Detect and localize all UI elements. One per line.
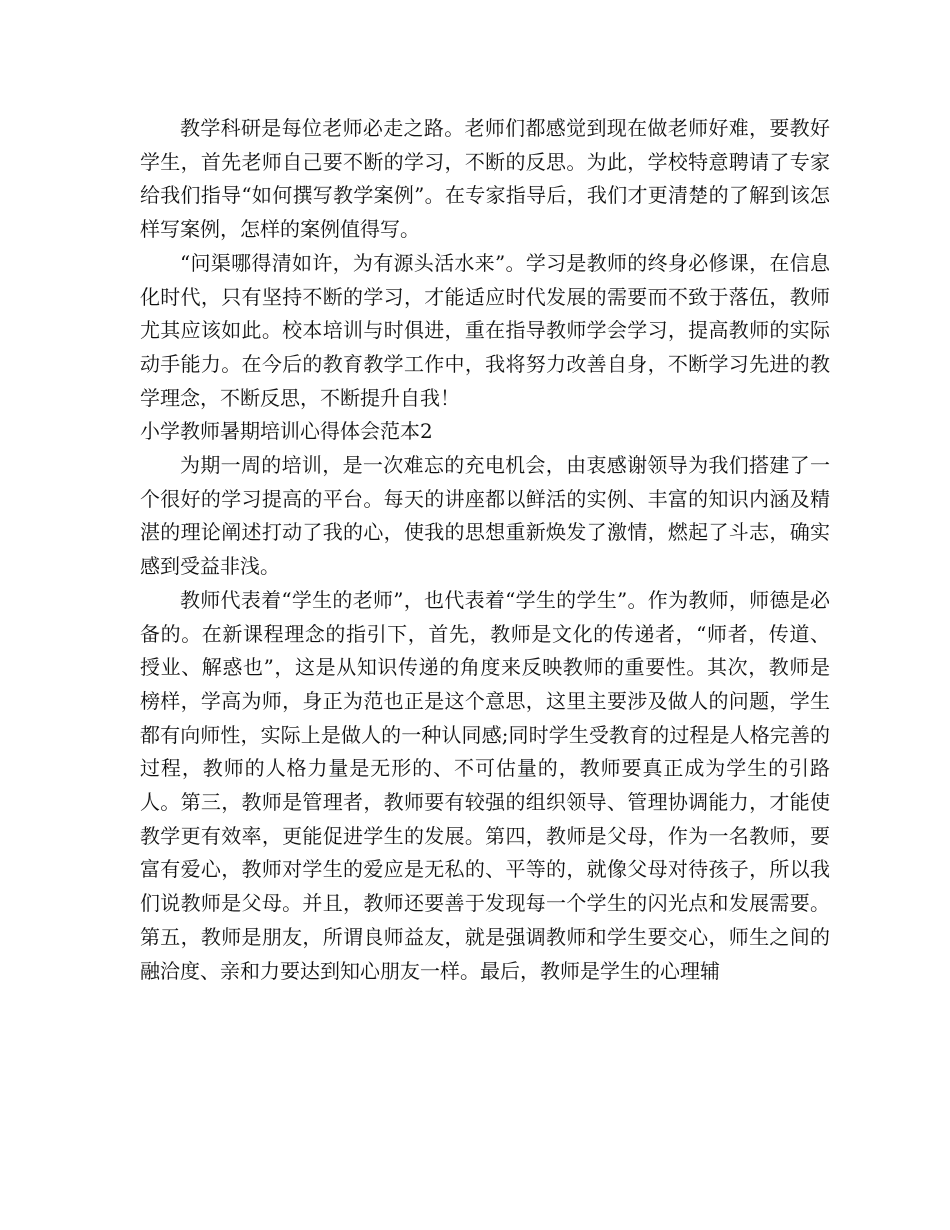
- paragraph-training: 为期一周的培训，是一次难忘的充电机会，由衷感谢领导为我们搭建了一个很好的学习提高的平台。每天的讲座都以鲜活的实例、丰富的知识内涵及精湛的理论阐述打动了我的心，使我的思想重新焕发了激情，燃起了斗志，确实感到受益非浅。: [140, 453, 830, 579]
- document-page: [140, 112, 830, 988]
- paragraph-research: 教学科研是每位老师必走之路。老师们都感觉到现在做老师好难，要教好学生，首先老师自己要不断的学习，不断的反思。为此，学校特意聘请了专家给我们指导“如何撰写教学案例”。在专家指导后，我们才更清楚的了解到该怎样写案例，怎样的案例值得写。: [140, 116, 830, 242]
- section-title: 小学教师暑期培训心得体会范本2: [140, 419, 433, 444]
- paragraph-teacher-roles: 教师代表着“学生的老师”，也代表着“学生的学生”。作为教师，师德是必备的。在新课程理念的指引下，首先，教师是文化的传递者，“师者，传道、授业、解惑也”，这是从知识传递的角度来反映教师的重要性。其次，教师是榜样，学高为师，身正为范也正是这个意思，这里主要涉及做人的问题，学生都有向师性，实际上是做人的一种认同感;同时学生受教育的过程是人格完善的过程，教师的人格力量是无形的、不可估量的，教师要真正成为学生的引路人。第三，教师是管理者，教师要有较强的组织领导、管理协调能力，才能使教学更有效率，更能促进学生的发展。第四，教师是父母，作为一名教师，要富有爱心，教师对学生的爱应是无私的、平等的，就像父母对待孩子，所以我们说教师是父母。并且，教师还要善于发现每一个学生的闪光点和发展需要。第五，教师是朋友，所谓良师益友，就是强调教师和学生要交心，师生之间的融洽度、亲和力要达到知心朋友一样。最后，教师是学生的心理辅: [140, 587, 830, 983]
- paragraph-lifelong-learning: “问渠哪得清如许，为有源头活水来”。学习是教师的终身必修课，在信息化时代，只有坚持不断的学习，才能适应时代发展的需要而不致于落伍，教师尤其应该如此。校本培训与时俱进，重在指导教师学会学习，提高教师的实际动手能力。在今后的教育教学工作中，我将努力改善自身，不断学习先进的教学理念，不断反思，不断提升自我！: [140, 250, 830, 410]
